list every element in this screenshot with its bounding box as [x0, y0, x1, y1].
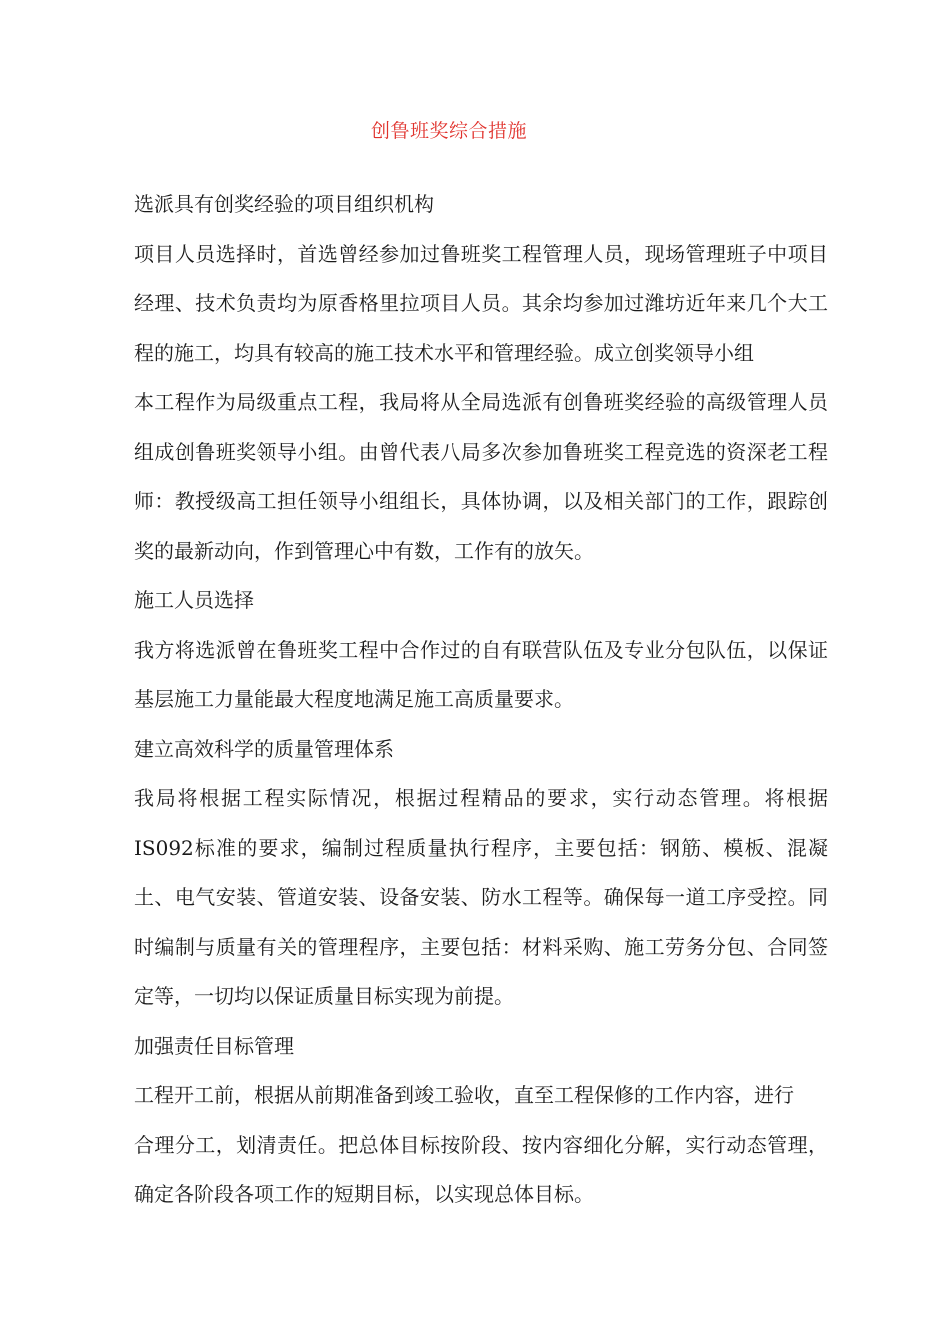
paragraph-line: 确定各阶段各项工作的短期目标，以实现总体目标。 — [134, 1182, 594, 1206]
paragraph-line: 我局将根据工程实际情况，根据过程精品的要求，实行动态管理。将根据 — [134, 786, 828, 810]
heading-organization: 选派具有创奖经验的项目组织机构 — [134, 192, 434, 216]
document-body — [134, 180, 828, 1220]
paragraph-line: 工程开工前，根据从前期准备到竣工验收，直至工程保修的工作内容，进行 — [134, 1083, 794, 1107]
paragraph-line: 组成创鲁班奖领导小组。由曾代表八局多次参加鲁班奖工程竞选的资深老工程 — [134, 439, 828, 464]
paragraph-line: 奖的最新动向，作到管理心中有数，工作有的放矢。 — [134, 538, 594, 563]
paragraph-line: 师：教授级高工担任领导小组组长，具体协调，以及相关部门的工作，跟踪创 — [134, 489, 828, 513]
paragraph-line: 项目人员选择时，首选曾经参加过鲁班奖工程管理人员，现场管理班子中项目 — [134, 241, 828, 266]
heading-personnel: 施工人员选择 — [134, 588, 254, 612]
paragraph-line: 定等，一切均以保证质量目标实现为前提。 — [134, 984, 514, 1008]
document-title: 创鲁班奖综合措施 — [370, 120, 527, 142]
paragraph-line: 我方将选派曾在鲁班奖工程中合作过的自有联营队伍及专业分包队伍，以保证 — [134, 637, 828, 662]
paragraph-line: IS092标准的要求，编制过程质量执行程序，主要包括：钢筋、模板、混凝 — [134, 835, 828, 860]
paragraph-line: 土、电气安装、管道安装、设备安装、防水工程等。确保每一道工序受控。同 — [134, 885, 828, 909]
heading-quality-system: 建立高效科学的质量管理体系 — [134, 736, 394, 761]
paragraph-line: 基层施工力量能最大程度地满足施工高质量要求。 — [134, 687, 574, 711]
heading-responsibility: 加强责任目标管理 — [134, 1033, 294, 1058]
paragraph-line: 程的施工，均具有较高的施工技术水平和管理经验。成立创奖领导小组 — [134, 340, 754, 365]
paragraph-line: 时编制与质量有关的管理程序，主要包括：材料采购、施工劳务分包、合同签 — [134, 934, 828, 959]
paragraph-line: 本工程作为局级重点工程，我局将从全局选派有创鲁班奖经验的高级管理人员 — [134, 390, 828, 414]
paragraph-line: 经理、技术负责均为原香格里拉项目人员。其余均参加过潍坊近年来几个大工 — [134, 291, 828, 315]
paragraph-line: 合理分工，划清责任。把总体目标按阶段、按内容细化分解，实行动态管理， — [134, 1132, 828, 1157]
